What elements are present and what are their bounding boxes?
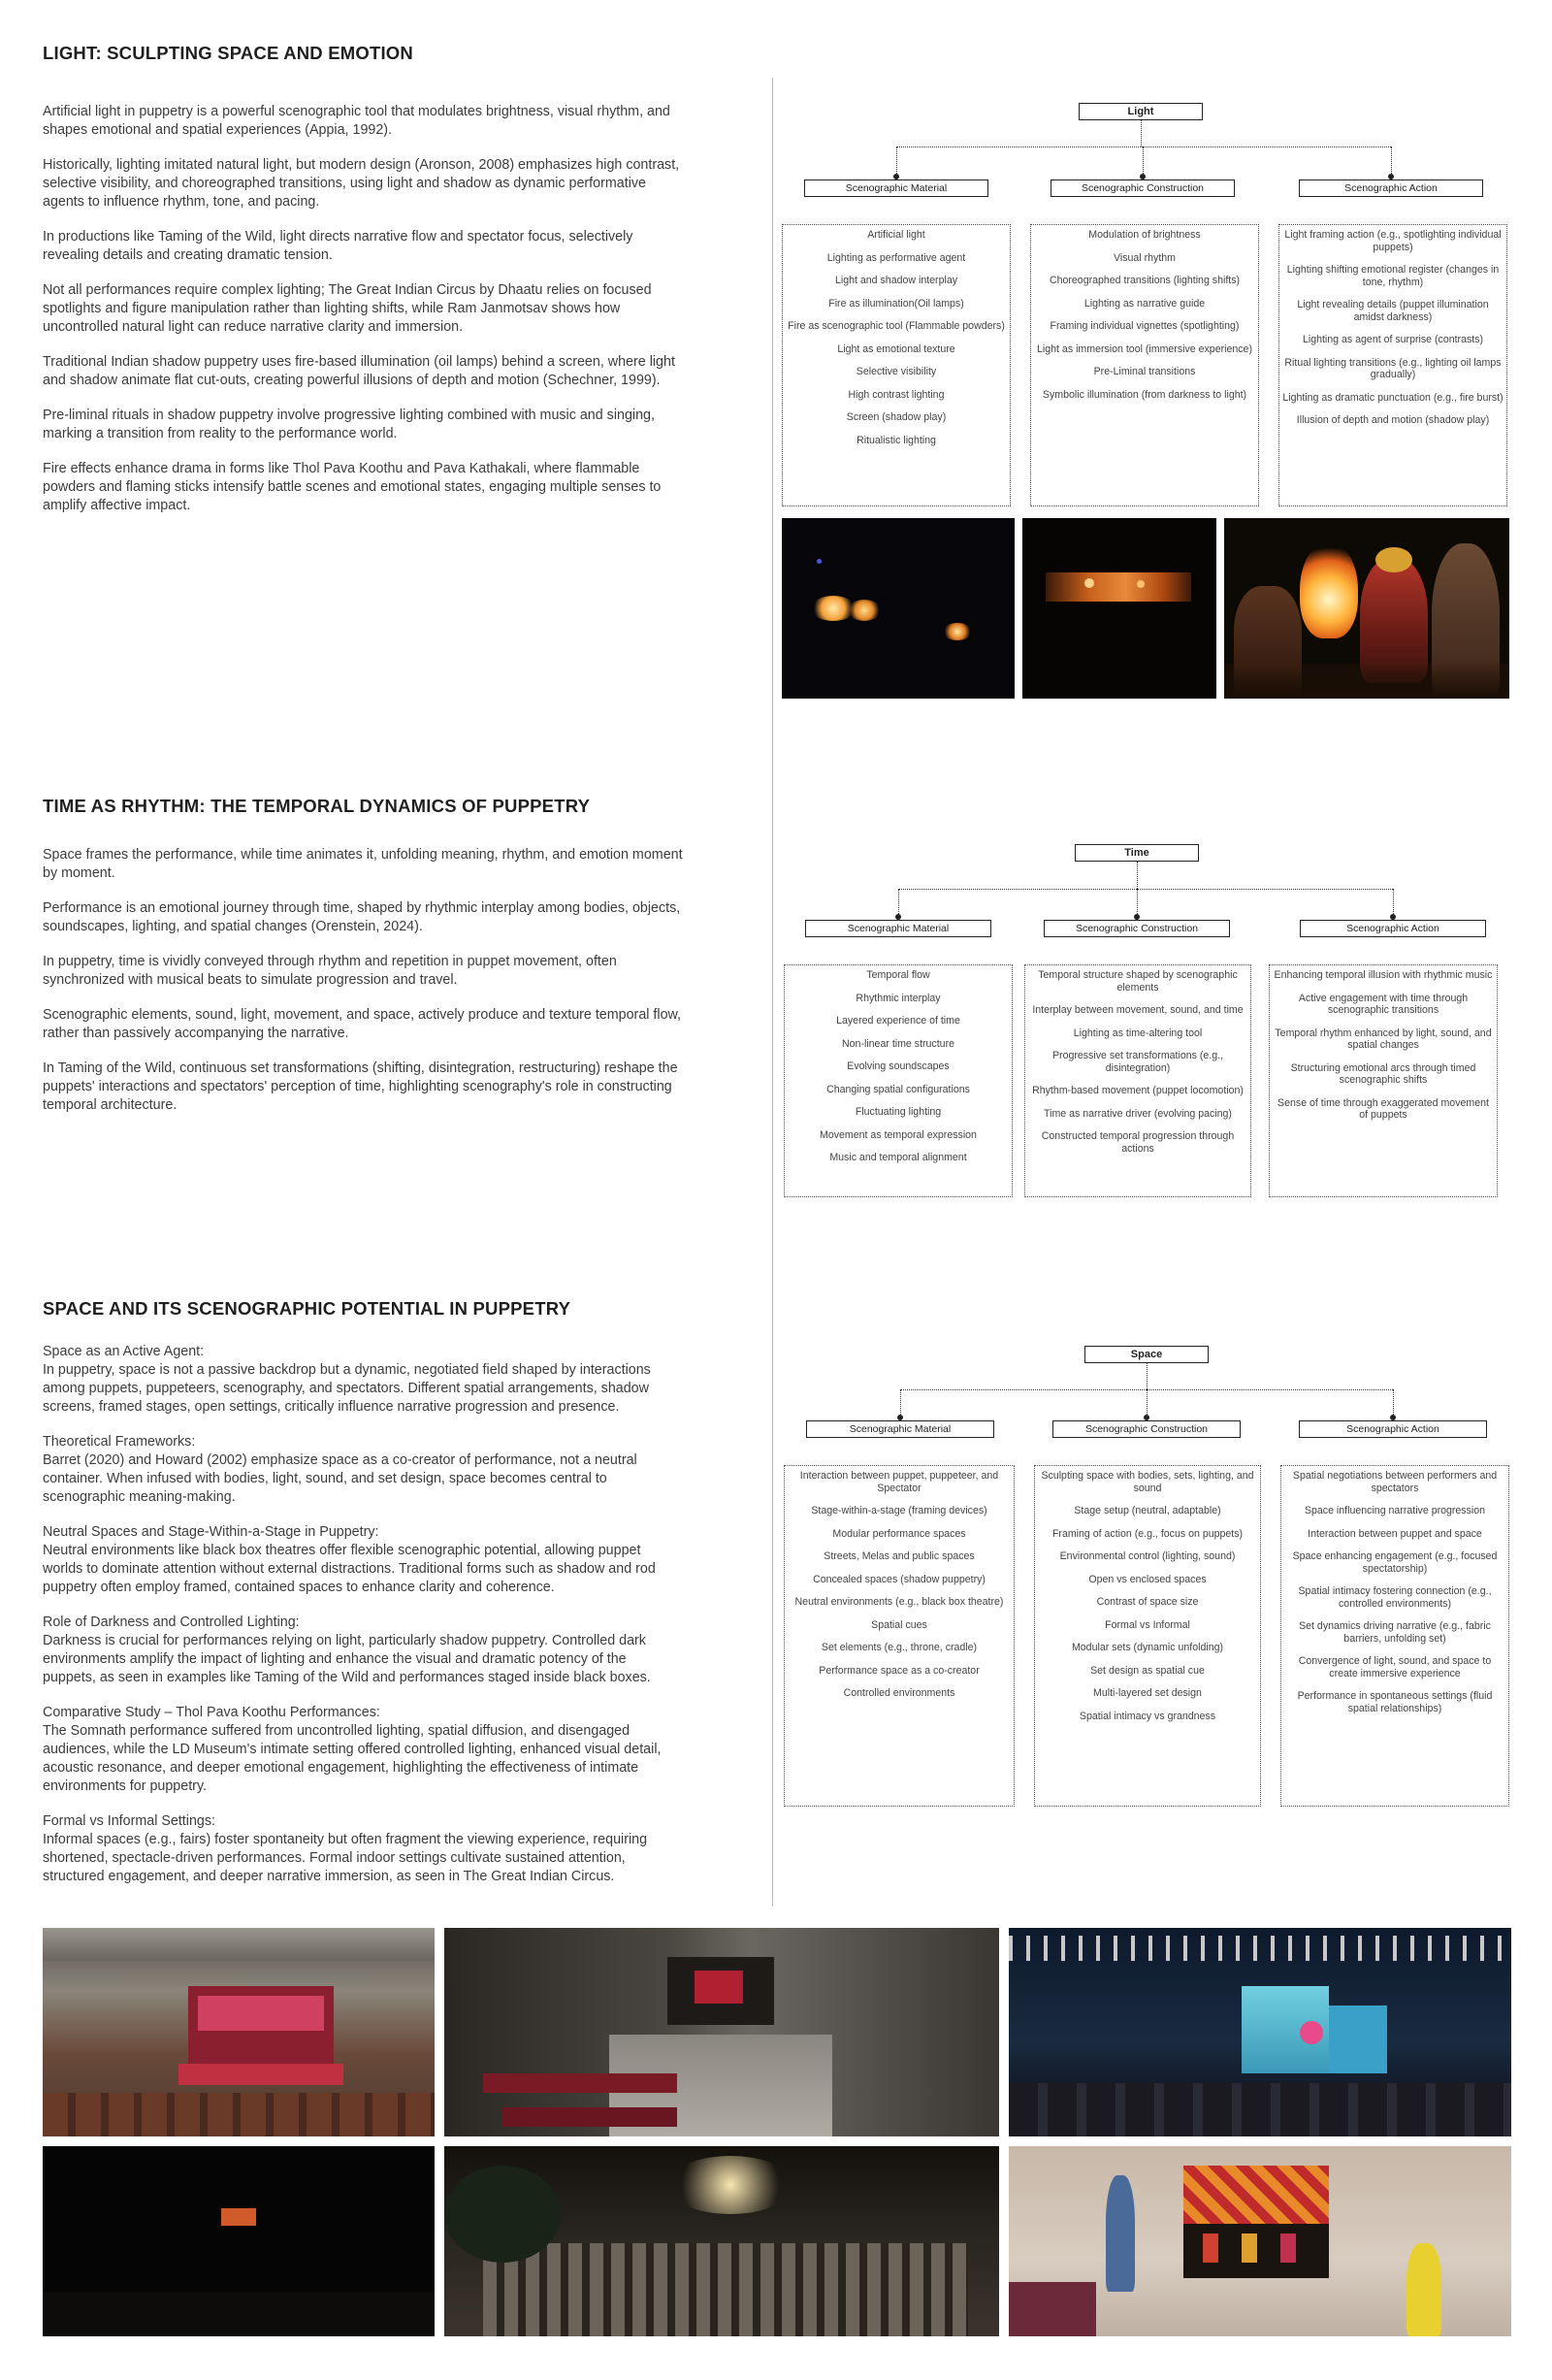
space-paragraph-line: environments for puppetry.	[43, 1778, 208, 1794]
space-diagram-column	[784, 1465, 1015, 1807]
light-paragraph-line: agents to influence rhythm, tone, and pacing.	[43, 194, 320, 210]
space-paragraph-line: among puppets, puppeteers, scenography, and spectators. Different spatial arrangements, shadow	[43, 1381, 649, 1396]
time-paragraph-line: synchronized with musical beats to simulate progression and travel.	[43, 972, 458, 988]
time-diagram-item: Non-linear time structure	[842, 1037, 954, 1050]
time-paragraph-line: Space frames the performance, while time animates it, unfolding meaning, rhythm, and emotion moment	[43, 847, 683, 863]
time-paragraph	[43, 1006, 768, 1043]
time-diagram-root: Time	[1075, 844, 1199, 862]
space-diagram-item: Interaction between puppet, puppeteer, and Spectator	[799, 1470, 999, 1494]
time-diagram-item: Enhancing temporal illusion with rhythmic music	[1274, 969, 1493, 981]
space-diagram-item: Concealed spaces (shadow puppetry)	[813, 1573, 986, 1585]
light-paragraph-line: uncontrolled natural light can reduce narrative clarity and immersion.	[43, 319, 464, 335]
photo-dark-shadow-screen-hall	[43, 2146, 435, 2336]
space-diagram-item: Modular performance spaces	[832, 1527, 966, 1540]
photo-outdoor-stage-tent	[43, 1928, 435, 2136]
time-paragraph-line: Scenographic elements, sound, light, movement, and space, actively produce and texture temporal flow,	[43, 1007, 682, 1023]
time-diagram-item: Sense of time through exaggerated movement of puppets	[1277, 1096, 1489, 1121]
light-diagram-item: Lighting shifting emotional register (changes in tone, rhythm)	[1286, 264, 1500, 288]
space-paragraph-line: container. When infused with bodies, light, sound, and set design, space becomes central to	[43, 1471, 607, 1486]
time-diagram-item: Temporal structure shaped by scenographic elements	[1038, 969, 1238, 994]
time-diagram-column	[1024, 964, 1251, 1197]
photo-black-box-corridor	[444, 1928, 999, 2136]
time-paragraph-line: In puppetry, time is vividly conveyed through rhythm and repetition in puppet movement, often	[43, 954, 617, 969]
space-diagram-column	[1034, 1465, 1261, 1807]
light-paragraph-line: Fire effects enhance drama in forms like Thol Pava Koothu and Pava Kathakali, where flammable	[43, 461, 640, 476]
time-diagram-item: Rhythmic interplay	[856, 992, 941, 1004]
light-paragraph	[43, 353, 768, 390]
time-diagram-connector	[1137, 862, 1138, 889]
column-divider	[772, 78, 773, 1907]
time-diagram-item: Evolving soundscapes	[847, 1060, 950, 1072]
light-diagram-item: Light framing action (e.g., spotlighting individual puppets)	[1284, 229, 1502, 253]
light-diagram-item: Screen (shadow play)	[846, 411, 947, 423]
photo-oil-lamps-shadow-screen	[782, 518, 1015, 699]
light-paragraph-line: Historically, lighting imitated natural light, but modern design (Aronson, 2008) emphasizes high contrast,	[43, 157, 680, 173]
light-diagram-item: Ritualistic lighting	[857, 434, 936, 446]
time-paragraph-line: In Taming of the Wild, continuous set transformations (shifting, disintegration, restructuring) reshape the	[43, 1060, 678, 1076]
time-diagram-item: Layered experience of time	[836, 1015, 960, 1027]
time-diagram-item: Progressive set transformations (e.g., disintegration)	[1051, 1050, 1224, 1074]
time-diagram-item: Active engagement with time through scenographic transitions	[1298, 992, 1469, 1016]
light-diagram-head: Scenographic Construction	[1051, 179, 1235, 197]
light-diagram-item: Light as immersion tool (immersive experience)	[1037, 342, 1252, 355]
space-diagram-item: Open vs enclosed spaces	[1088, 1573, 1207, 1585]
space-diagram-item: Performance in spontaneous settings (fluid spatial relationships)	[1297, 1690, 1493, 1714]
light-diagram-root: Light	[1079, 103, 1203, 120]
light-diagram-item: Selective visibility	[856, 366, 937, 377]
space-diagram-item: Space influencing narrative progression	[1304, 1505, 1486, 1516]
time-diagram-item: Changing spatial configurations	[826, 1083, 970, 1095]
light-paragraph	[43, 281, 768, 337]
time-diagram-item: Lighting as time-altering tool	[1073, 1027, 1203, 1039]
space-diagram-item: Streets, Melas and public spaces	[824, 1550, 975, 1562]
space-diagram-item: Set elements (e.g., throne, cradle)	[821, 1642, 978, 1653]
light-diagram-item: Symbolic illumination (from darkness to light)	[1042, 388, 1247, 401]
photo-night-outdoor-audience	[444, 2146, 999, 2336]
space-paragraph	[43, 1704, 768, 1796]
light-paragraph-line: Not all performances require complex lighting; The Great Indian Circus by Dhaatu relies on focused	[43, 282, 652, 298]
space-paragraph	[43, 1343, 768, 1417]
time-paragraph	[43, 899, 768, 936]
space-paragraph	[43, 1614, 768, 1687]
light-paragraph-line: selective visibility, and choreographed transitions, using light and shadow as dynamic performative	[43, 176, 646, 191]
space-diagram-item: Space enhancing engagement (e.g., focused spectatorship)	[1292, 1550, 1498, 1575]
light-diagram-item: Light and shadow interplay	[834, 275, 958, 286]
light-diagram-item: Artificial light	[867, 229, 925, 241]
light-paragraph	[43, 156, 768, 212]
space-paragraph-line: Comparative Study – Thol Pava Koothu Performances:	[43, 1705, 380, 1720]
light-paragraph-line: powders and flaming sticks intensify battle scenes and emotional states, engaging multiple senses to	[43, 479, 662, 495]
time-diagram-item: Time as narrative driver (evolving pacing)	[1044, 1107, 1232, 1120]
light-diagram-item: High contrast lighting	[848, 388, 945, 401]
space-paragraph-line: environments amplify the impact of lighting and enhance the visual and dramatic potency of the	[43, 1651, 627, 1667]
space-paragraph-line: Informal spaces (e.g., fairs) foster spontaneity but often fragment the viewing experience, requiring	[43, 1832, 648, 1847]
space-paragraph-line: Neutral Spaces and Stage-Within-a-Stage in Puppetry:	[43, 1524, 379, 1540]
time-section-title: TIME AS RHYTHM: THE TEMPORAL DYNAMICS OF PUPPETRY	[43, 796, 591, 816]
light-diagram-head: Scenographic Action	[1299, 179, 1483, 197]
light-diagram-column	[1030, 224, 1259, 506]
space-paragraph-line: The Somnath performance suffered from uncontrolled lighting, spatial diffusion, and disengaged	[43, 1723, 630, 1739]
light-paragraph-line: marking a transition from reality to the performance world.	[43, 426, 398, 441]
light-paragraph-line: revealing details and creating dramatic tension.	[43, 247, 333, 263]
light-diagram-item: Light as emotional texture	[837, 342, 955, 355]
space-diagram-head: Scenographic Action	[1299, 1420, 1487, 1438]
photo-lit-shadow-screen	[1022, 518, 1216, 699]
time-diagram-connector	[898, 889, 1393, 890]
light-diagram-item: Choreographed transitions (lighting shifts)	[1049, 275, 1241, 286]
time-diagram-item: Structuring emotional arcs through timed scenographic shifts	[1290, 1061, 1476, 1086]
space-diagram-item: Controlled environments	[843, 1687, 955, 1699]
time-diagram-column	[1269, 964, 1498, 1197]
light-paragraph	[43, 407, 768, 443]
space-diagram-item: Environmental control (lighting, sound)	[1059, 1550, 1236, 1562]
space-diagram-item: Spatial cues	[871, 1618, 927, 1631]
space-paragraph-line: scenographic meaning-making.	[43, 1489, 236, 1505]
time-diagram-head: Scenographic Construction	[1044, 920, 1230, 937]
light-paragraph	[43, 228, 768, 265]
light-paragraph-line: and shadow animate flat cut-outs, creating powerful illusions of depth and motion (Schechner, 1999).	[43, 373, 661, 388]
time-paragraph-line: puppets' interactions and spectators' perception of time, highlighting scenography's role in constructing	[43, 1079, 672, 1094]
space-paragraph-line: Space as an Active Agent:	[43, 1344, 205, 1359]
space-paragraph-line: puppetry often employ framed, contained spaces to enhance clarity and coherence.	[43, 1580, 555, 1595]
light-paragraph-line: Artificial light in puppetry is a powerful scenographic tool that modulates brightness, visual rhythm, and	[43, 104, 670, 119]
space-diagram-head: Scenographic Material	[806, 1420, 994, 1438]
light-diagram-item: Lighting as dramatic punctuation (e.g., fire burst)	[1282, 391, 1504, 404]
space-paragraph-line: Role of Darkness and Controlled Lighting:	[43, 1614, 300, 1630]
space-paragraph-line: Darkness is crucial for performances relying on light, particularly shadow puppetry. Controlled dark	[43, 1633, 646, 1648]
light-paragraph	[43, 103, 768, 140]
time-diagram-item: Music and temporal alignment	[829, 1152, 967, 1163]
space-diagram-item: Stage setup (neutral, adaptable)	[1074, 1505, 1221, 1516]
time-diagram-head: Scenographic Action	[1300, 920, 1486, 937]
space-diagram-head: Scenographic Construction	[1052, 1420, 1241, 1438]
time-diagram-item: Interplay between movement, sound, and time	[1032, 1004, 1244, 1016]
space-diagram-connector	[1147, 1363, 1148, 1389]
space-paragraph-line: In puppetry, space is not a passive backdrop but a dynamic, negotiated field shaped by interactions	[43, 1362, 651, 1378]
light-paragraph	[43, 460, 768, 515]
space-paragraph-line: screens, framed stages, open settings, critically influence narrative progression and presence.	[43, 1399, 620, 1415]
space-diagram-item: Formal vs Informal	[1105, 1618, 1190, 1631]
space-paragraph-line: structured engagement, and deeper narrative immersion, as seen in The Great Indian Circus.	[43, 1869, 615, 1884]
light-diagram-connector	[1141, 120, 1142, 147]
space-paragraph	[43, 1433, 768, 1507]
time-diagram-item: Fluctuating lighting	[855, 1106, 942, 1118]
space-paragraph-line: acoustic resonance, and deeper emotional engagement, highlighting the effectiveness of intimate	[43, 1760, 639, 1776]
light-paragraph-line: In productions like Taming of the Wild, light directs narrative flow and spectator focus, selectively	[43, 229, 633, 245]
light-paragraph-line: spotlights and figure manipulation rather than lighting shifts, while Ram Janmotsav shows how	[43, 301, 621, 316]
space-diagram-column	[1280, 1465, 1509, 1807]
space-body-text	[43, 1343, 768, 1903]
space-paragraph	[43, 1523, 768, 1597]
light-section-title: LIGHT: SCULPTING SPACE AND EMOTION	[43, 43, 413, 63]
light-paragraph-line: Traditional Indian shadow puppetry uses fire-based illumination (oil lamps) behind a screen, where light	[43, 354, 675, 370]
light-diagram-item: Lighting as narrative guide	[1083, 297, 1206, 310]
time-paragraph	[43, 953, 768, 990]
light-diagram-item: Framing individual vignettes (spotlighting)	[1050, 320, 1240, 332]
time-paragraph	[43, 1060, 768, 1115]
time-paragraph-line: soundscapes, lighting, and spatial changes (Orenstein, 2024).	[43, 919, 423, 934]
space-diagram-item: Multi-layered set design	[1093, 1687, 1202, 1699]
space-paragraph-line: Theoretical Frameworks:	[43, 1434, 196, 1450]
time-diagram-item: Movement as temporal expression	[820, 1128, 977, 1141]
time-diagram-item: Temporal rhythm enhanced by light, sound, and spatial changes	[1275, 1027, 1492, 1051]
light-diagram-head: Scenographic Material	[804, 179, 988, 197]
light-paragraph-line: Pre-liminal rituals in shadow puppetry involve progressive lighting combined with music and singing,	[43, 408, 655, 423]
space-diagram-item: Sculpting space with bodies, sets, lighting, and sound	[1041, 1470, 1254, 1494]
time-paragraph-line: temporal architecture.	[43, 1097, 178, 1113]
light-paragraph-line: shapes emotional and spatial experiences (Appia, 1992).	[43, 122, 393, 138]
space-diagram-item: Convergence of light, sound, and space to create immersive experience	[1298, 1655, 1492, 1679]
space-diagram-root: Space	[1084, 1346, 1209, 1363]
light-paragraph-line: amplify affective impact.	[43, 498, 191, 513]
space-diagram-item: Stage-within-a-stage (framing devices)	[811, 1505, 987, 1516]
space-paragraph-line: shortened, spectacle-driven performances. Formal indoor settings cultivate sustained attention,	[43, 1850, 626, 1866]
space-paragraph-line: worlds to dominate attention without external distractions. Traditional forms such as shadow and rod	[43, 1561, 656, 1577]
time-diagram-head: Scenographic Material	[805, 920, 991, 937]
time-diagram-item: Rhythm-based movement (puppet locomotion)	[1032, 1085, 1244, 1096]
light-diagram-item: Lighting as performative agent	[826, 251, 966, 264]
space-paragraph-line: Formal vs Informal Settings:	[43, 1813, 215, 1829]
space-diagram-item: Modular sets (dynamic unfolding)	[1071, 1642, 1224, 1653]
time-diagram-item: Temporal flow	[866, 969, 930, 981]
time-paragraph	[43, 846, 768, 883]
time-paragraph-line: rather than passively accompanying the narrative.	[43, 1026, 349, 1041]
space-diagram-item: Framing of action (e.g., focus on puppets)	[1051, 1527, 1244, 1540]
space-paragraph-line: puppets, as seen in examples like Taming of the Wild and performances staged inside black boxes.	[43, 1670, 651, 1685]
light-diagram-item: Pre-Liminal transitions	[1093, 366, 1196, 377]
light-diagram-item: Fire as scenographic tool (Flammable powders)	[788, 320, 1005, 332]
space-diagram-item: Spatial negotiations between performers and spectators	[1292, 1470, 1498, 1494]
time-diagram-item: Constructed temporal progression through actions	[1041, 1130, 1235, 1155]
space-paragraph-line: Barret (2020) and Howard (2002) emphasize space as a co-creator of performance, not a neutral	[43, 1452, 637, 1468]
light-diagram-item: Visual rhythm	[1114, 251, 1176, 264]
photo-night-fair-stage	[1009, 1928, 1511, 2136]
light-diagram-column	[1278, 224, 1507, 506]
light-diagram-item: Fire as illumination(Oil lamps)	[828, 297, 964, 310]
space-diagram-item: Spatial intimacy vs grandness	[1079, 1710, 1216, 1722]
space-diagram-item: Set design as spatial cue	[1090, 1664, 1205, 1677]
light-diagram-item: Illusion of depth and motion (shadow play)	[1296, 414, 1490, 426]
light-diagram-item: Modulation of brightness	[1088, 229, 1201, 241]
space-diagram-item: Neutral environments (e.g., black box theatre)	[794, 1596, 1004, 1608]
light-body-text	[43, 103, 768, 532]
space-paragraph-line: Neutral environments like black box theatres offer flexible scenographic potential, allowing puppet	[43, 1543, 641, 1558]
space-diagram-item: Interaction between puppet and space	[1308, 1527, 1482, 1540]
space-paragraph	[43, 1812, 768, 1886]
space-diagram-item: Set dynamics driving narrative (e.g., fabric barriers, unfolding set)	[1299, 1620, 1491, 1645]
space-paragraph-line: audiences, while the LD Museum's intimate setting offered controlled lighting, enhanced visual detail,	[43, 1742, 662, 1757]
photo-fair-puppet-stall	[1009, 2146, 1511, 2336]
space-diagram-item: Spatial intimacy fostering connection (e.g., controlled environments)	[1298, 1585, 1492, 1610]
space-diagram-item: Contrast of space size	[1096, 1596, 1199, 1608]
light-diagram-item: Ritual lighting transitions (e.g., lighting oil lamps gradually)	[1284, 356, 1502, 380]
space-section-title: SPACE AND ITS SCENOGRAPHIC POTENTIAL IN PUPPETRY	[43, 1298, 571, 1319]
time-body-text	[43, 846, 768, 1131]
light-diagram-item: Lighting as agent of surprise (contrasts)	[1302, 334, 1484, 345]
light-diagram-item: Light revealing details (puppet illumination amidst darkness)	[1297, 299, 1489, 323]
time-paragraph-line: Performance is an emotional journey through time, shaped by rhythmic interplay among bodies, objects,	[43, 900, 681, 916]
light-diagram-column	[782, 224, 1011, 506]
space-diagram-item: Performance space as a co-creator	[819, 1664, 980, 1677]
photo-fire-effect-performance	[1224, 518, 1509, 699]
time-diagram-column	[784, 964, 1013, 1197]
time-paragraph-line: by moment.	[43, 865, 115, 881]
